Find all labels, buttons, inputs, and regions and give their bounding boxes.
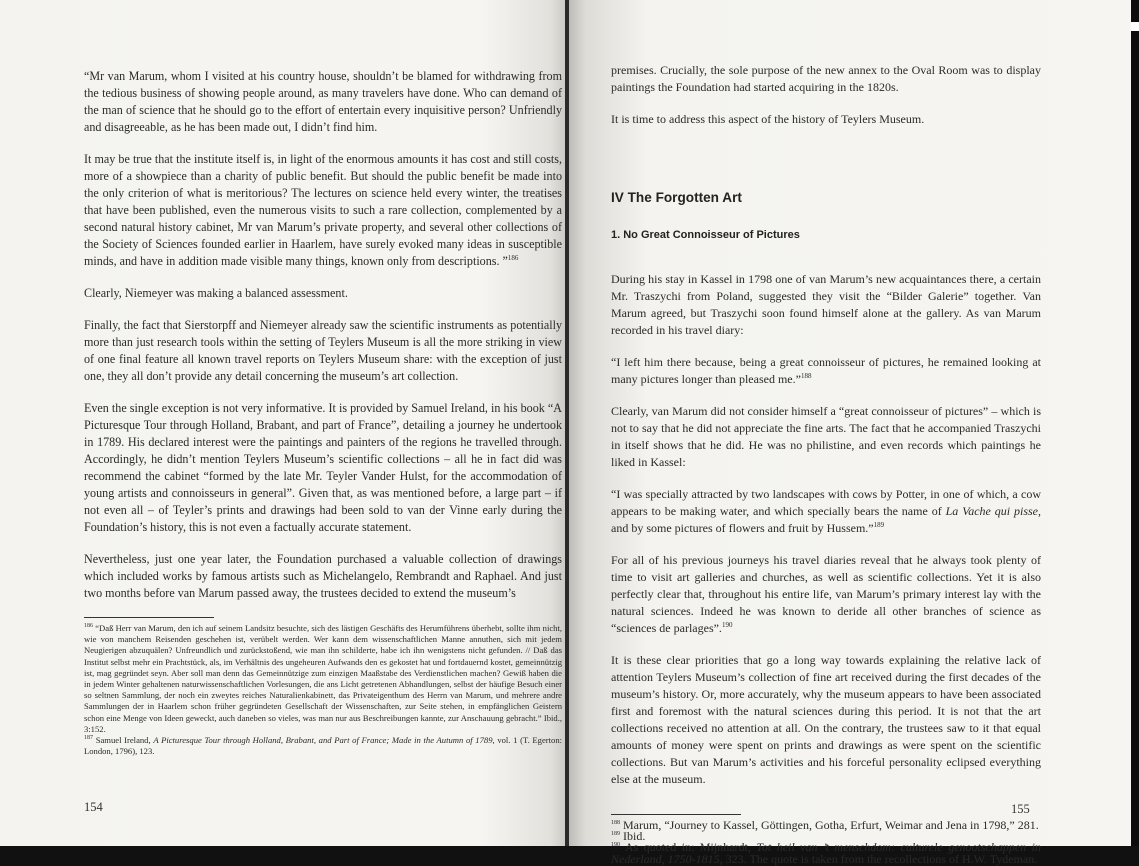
right-paragraph-clearly: Clearly, van Marum did not consider himself a “great connoisseur of pictures” – which is not to say that he did not appreciate the fine arts. The fact that he accompanied Traszychi in itself shows that he did. He was no philistine, and even records which paintings he liked in Kassel:	[611, 404, 1041, 469]
left-paragraph-niemeyer: Clearly, Niemeyer was making a balanced assessment.	[84, 286, 348, 300]
right-paragraph-kassel: During his stay in Kassel in 1798 one of van Marum’s new acquaintances there, a certain Mr. Traszychi from Poland, suggested they visit the “Bilder Galerie” together. Van Marum agreed, but Traszychi soon found himself alone at the gallery. As van Marum recorded in his travel diary:	[611, 272, 1041, 337]
left-paragraph-sierstorpff: Finally, the fact that Sierstorpff and Niemeyer already saw the scientific instruments as potentially more than just research tools within the setting of Teylers Museum is all the more striking in view of one final feature all known travel reports on Teylers Museum share: with the exception of just one, they all don’t provide any detail concerning the museum’s art collection.	[84, 318, 562, 383]
footnote-187: $^{187}$ Samuel Ireland, A Picturesque Tour through Holland, Brabant, and Part of France; Made in the Autumn of 1789, vol. 1 (T. Egerton: London, 1796), 123.	[84, 735, 562, 757]
left-page	[0, 0, 567, 846]
left-paragraph-showpiece: It may be true that the institute itself is, in light of the enormous amounts it has cost and still costs, more of a showpiece than a charity of public benefit. But should the public benefit be made into the only criterion of what is meritorious? The lectures on science held every winter, the treatises that have been published, even the numerous visits to such a rare collection, complemented by a second natural history cabinet, Mr van Marum’s private property, and several other collections of the Society of Sciences founded earlier in Haarlem, have surely evoked many ideas in susceptible minds, and have in addition made visible many things, known only from descriptions. ”$^{186}$	[84, 152, 562, 268]
section-heading: 1. No Great Connoisseur of Pictures	[611, 229, 800, 241]
right-paragraph-time: It is time to address this aspect of the history of Teylers Museum.	[611, 112, 925, 126]
footnote-divider	[84, 617, 214, 618]
right-page	[569, 0, 1131, 866]
footnote-ref-188[interactable]: 188	[800, 372, 812, 380]
right-page-content	[611, 62, 1041, 865]
page-number-right: 155	[1011, 802, 1030, 816]
footnote-188: $^{188}$ Marum, “Journey to Kassel, Göttingen, Gotha, Erfurt, Weimar and Jena in 1798,” 281.	[611, 818, 1039, 832]
footnote-189: $^{189}$ Ibid.	[611, 829, 646, 844]
footnote-ref-186[interactable]: 186	[507, 253, 519, 262]
left-paragraph-nevertheless: Nevertheless, just one year later, the Foundation purchased a valuable collection of drawings which included works by famous artists such as Michelangelo, Rembrandt and Raphael. And just two months before van Marum passed away, the trustees decided to extend the museum’s	[84, 552, 562, 600]
footnote-ref-190[interactable]: 190	[721, 621, 733, 629]
page-number-left: 154	[84, 800, 103, 814]
page-tab-marker	[1131, 22, 1139, 31]
footnote-190: $^{190}$ As quoted in: Mijnhardt, Tot heil van ’t menschdom: culturele genootschappen in Nederland, 1750-1815, 323. The quote is taken from the recollections of H.W. Tydeman.	[611, 840, 1041, 866]
left-paragraph-quote: “Mr van Marum, whom I visited at his country house, shouldn’t be blamed for withdrawing from the tedious business of showing people around, as many travelers have done. Who can demand of the man of science that he should go to the effort of entertain every inquisitive person? Unfriendly and disagreeable, as he has been made out, I didn’t find him.	[84, 69, 562, 134]
footnote-186: $^{186}$ “Daß Herr van Marum, den ich auf seinem Landsitz besuchte, sich des lästigen Geschäfts des Herumführens überhebt, sollte ihm nicht, wie von manchem Reisenden geschehen ist, verübelt werden. Wer kann dem wissenschaftlichen Manne annuthen, sich mit jedem Neugierigen abzuquälen? Unfreundlich und zurückstoßend, wie man ihn schilderte, habe ich ihn wenigstens nicht gefunden. // Daß das Institut selbst mehr ein Prachtstück, als, im Verhältnis des ungeheuren Aufwands den es gekostet hat und fortdauernd kostet, gemeinnützig ist, mag gegründet seyn. Aber soll man denn das Gemeinnützige zum einzigen Maaßstabe des Verdienstlichen machen? Gewiß haben die in jedem Winter gehaltenen naturwissenschaftlichen Vorlesungen, die ans Licht getretenen Abhandlungen, selbst der häufige Besuch einer so seltnen Sammlung, der noch ein zweytes reiches Naturalienkabinett, das Privateigenthum des Herrn van Marum, und mehrere andre Sammlungen der in Haarlem schon früher gegründeten Gesellschaft der Wissenschaften, zur Seite stehen, in empfänglichen Geistern schon eine Menge von Ideen geweckt, auch daneben so vieles, was man nur aus Beschreibungen kannte, zur Anschauung gebracht.” Ibid., 3:152.	[84, 623, 562, 734]
left-page-content	[84, 68, 562, 757]
right-paragraph-connoisseur-quote: “I left him there because, being a great connoisseur of pictures, he remained looking at many pictures longer than pleased me.”$^{188}$	[611, 355, 1041, 386]
right-paragraph-potter-quote: “I was specially attracted by two landscapes with cows by Potter, in one of which, a cow appears to be making water, and which specially bears the name of La Vache qui pisse, and by some pictures of flowers and fruit by Hussem.”$^{189}$	[611, 487, 1041, 535]
right-paragraph-journeys: For all of his previous journeys his travel diaries reveal that he always took plenty of time to visit art galleries and churches, as well as scientific collections. Yet it is also perfectly clear that, throughout his entire life, van Marum’s primary interest lay with the natural sciences. Indeed he was known to deride all other branches of science as “sciences de parlages”.$^{190}$	[611, 553, 1041, 635]
right-paragraph-premises: premises. Crucially, the sole purpose of the new annex to the Oval Room was to display paintings the Foundation had started acquiring in the 1820s.	[611, 63, 1041, 94]
chapter-heading: IV The Forgotten Art	[611, 190, 742, 205]
right-paragraph-priorities: It is these clear priorities that go a long way towards explaining the relative lack of attention Teylers Museum’s collection of fine art received during the first decades of the museum’s history. Or, more accurately, why the museum appears to have been associated first and foremost with the natural sciences during this period. It is not that the art collections received no attention at all. On the contrary, the trustees saw to it that equal amounts of money were spent on prints and drawings as were spent on the scientific collections. But van Marum’s activities and his forceful personality eclipsed everything else at the museum.	[611, 653, 1041, 786]
left-paragraph-ireland: Even the single exception is not very informative. It is provided by Samuel Ireland, in his book “A Picturesque Tour through Holland, Brabant, and part of France”, detailing a journey he undertook in 1789. His declared interest were the paintings and painters of the regions he travelled through. Accordingly, he didn’t mention Teylers Museum’s scientific collections – all he in fact did was recommend the cabinet “formed by the late Mr. Teyler Vander Hulst, for the accommodation of young artists and connoisseurs in general”. Given that, as was mentioned before, a large part – if not even all – of Teyler’s prints and drawings had been sold to van der Vinne early during the Foundation’s history, this is not even a factually accurate statement.	[84, 401, 562, 534]
footnote-divider-right	[611, 814, 741, 815]
book-edge	[1131, 0, 1139, 846]
footnote-ref-189[interactable]: 189	[873, 521, 885, 529]
